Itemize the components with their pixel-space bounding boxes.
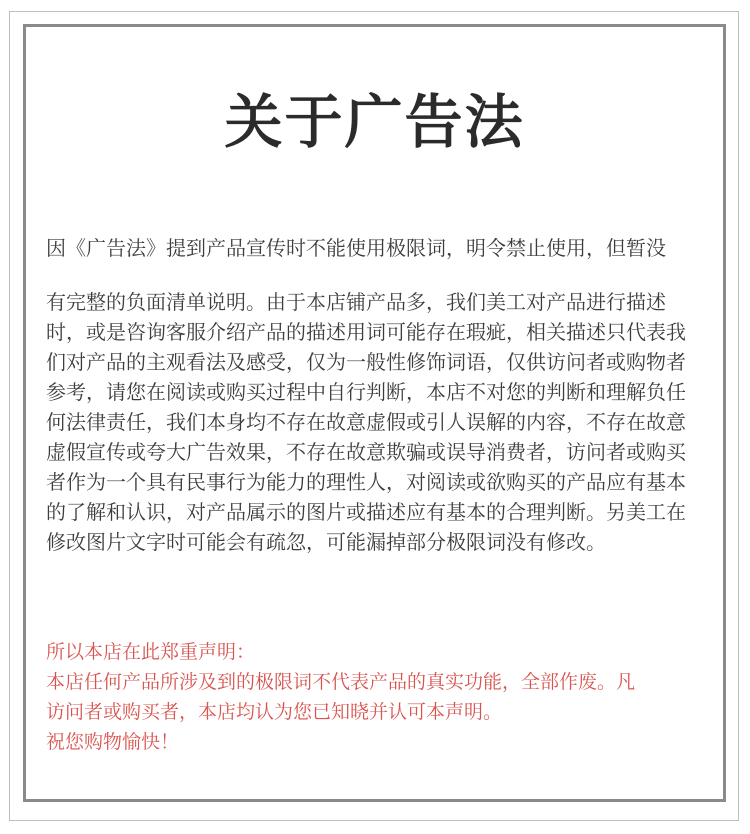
notice-body: 有完整的负面清单说明。由于本店铺产品多，我们美工对产品进行描述时，或是咨询客服介绍产品的描述用词可能存在瑕疵，相关描述只代表我们对产品的主观看法及感受，仅为一般性修饰词语，仅供访问者或购物者参考，请您在阅读或购买过程中自行判断，本店不对您的判断和理解负任何法律责任，我们本身均不存在故意虚假或引人误解的内容，不存在故意虚假宣传或夸大广告效果，不存在故意欺骗或误导消费者，访问者或购买者作为一个具有民事行为能力的理性人，对阅读或欲购买的产品应有基本的了解和认识，对产品属示的图片或描述应有基本的合理判断。另美工在修改图片文字时可能会有疏忽，可能漏掉部分极限词没有修改。 [46,290,686,554]
declaration-line-1: 本店任何产品所涉及到的极限词不代表产品的真实功能，全部作废。凡 [46,671,636,693]
notice-card [23,24,726,802]
declaration-closing: 祝您购物愉快！ [46,731,180,753]
declaration-block [46,637,705,757]
declaration-line-2: 访问者或购买者，本店均认为您已知晓并认可本声明。 [46,701,503,723]
notice-first-line: 因《广告法》提到产品宣传时不能使用极限词，明令禁止使用，但暂没 [46,236,666,260]
page-title: 关于广告法 [224,88,525,156]
declaration-heading: 所以本店在此郑重声明： [46,641,256,663]
